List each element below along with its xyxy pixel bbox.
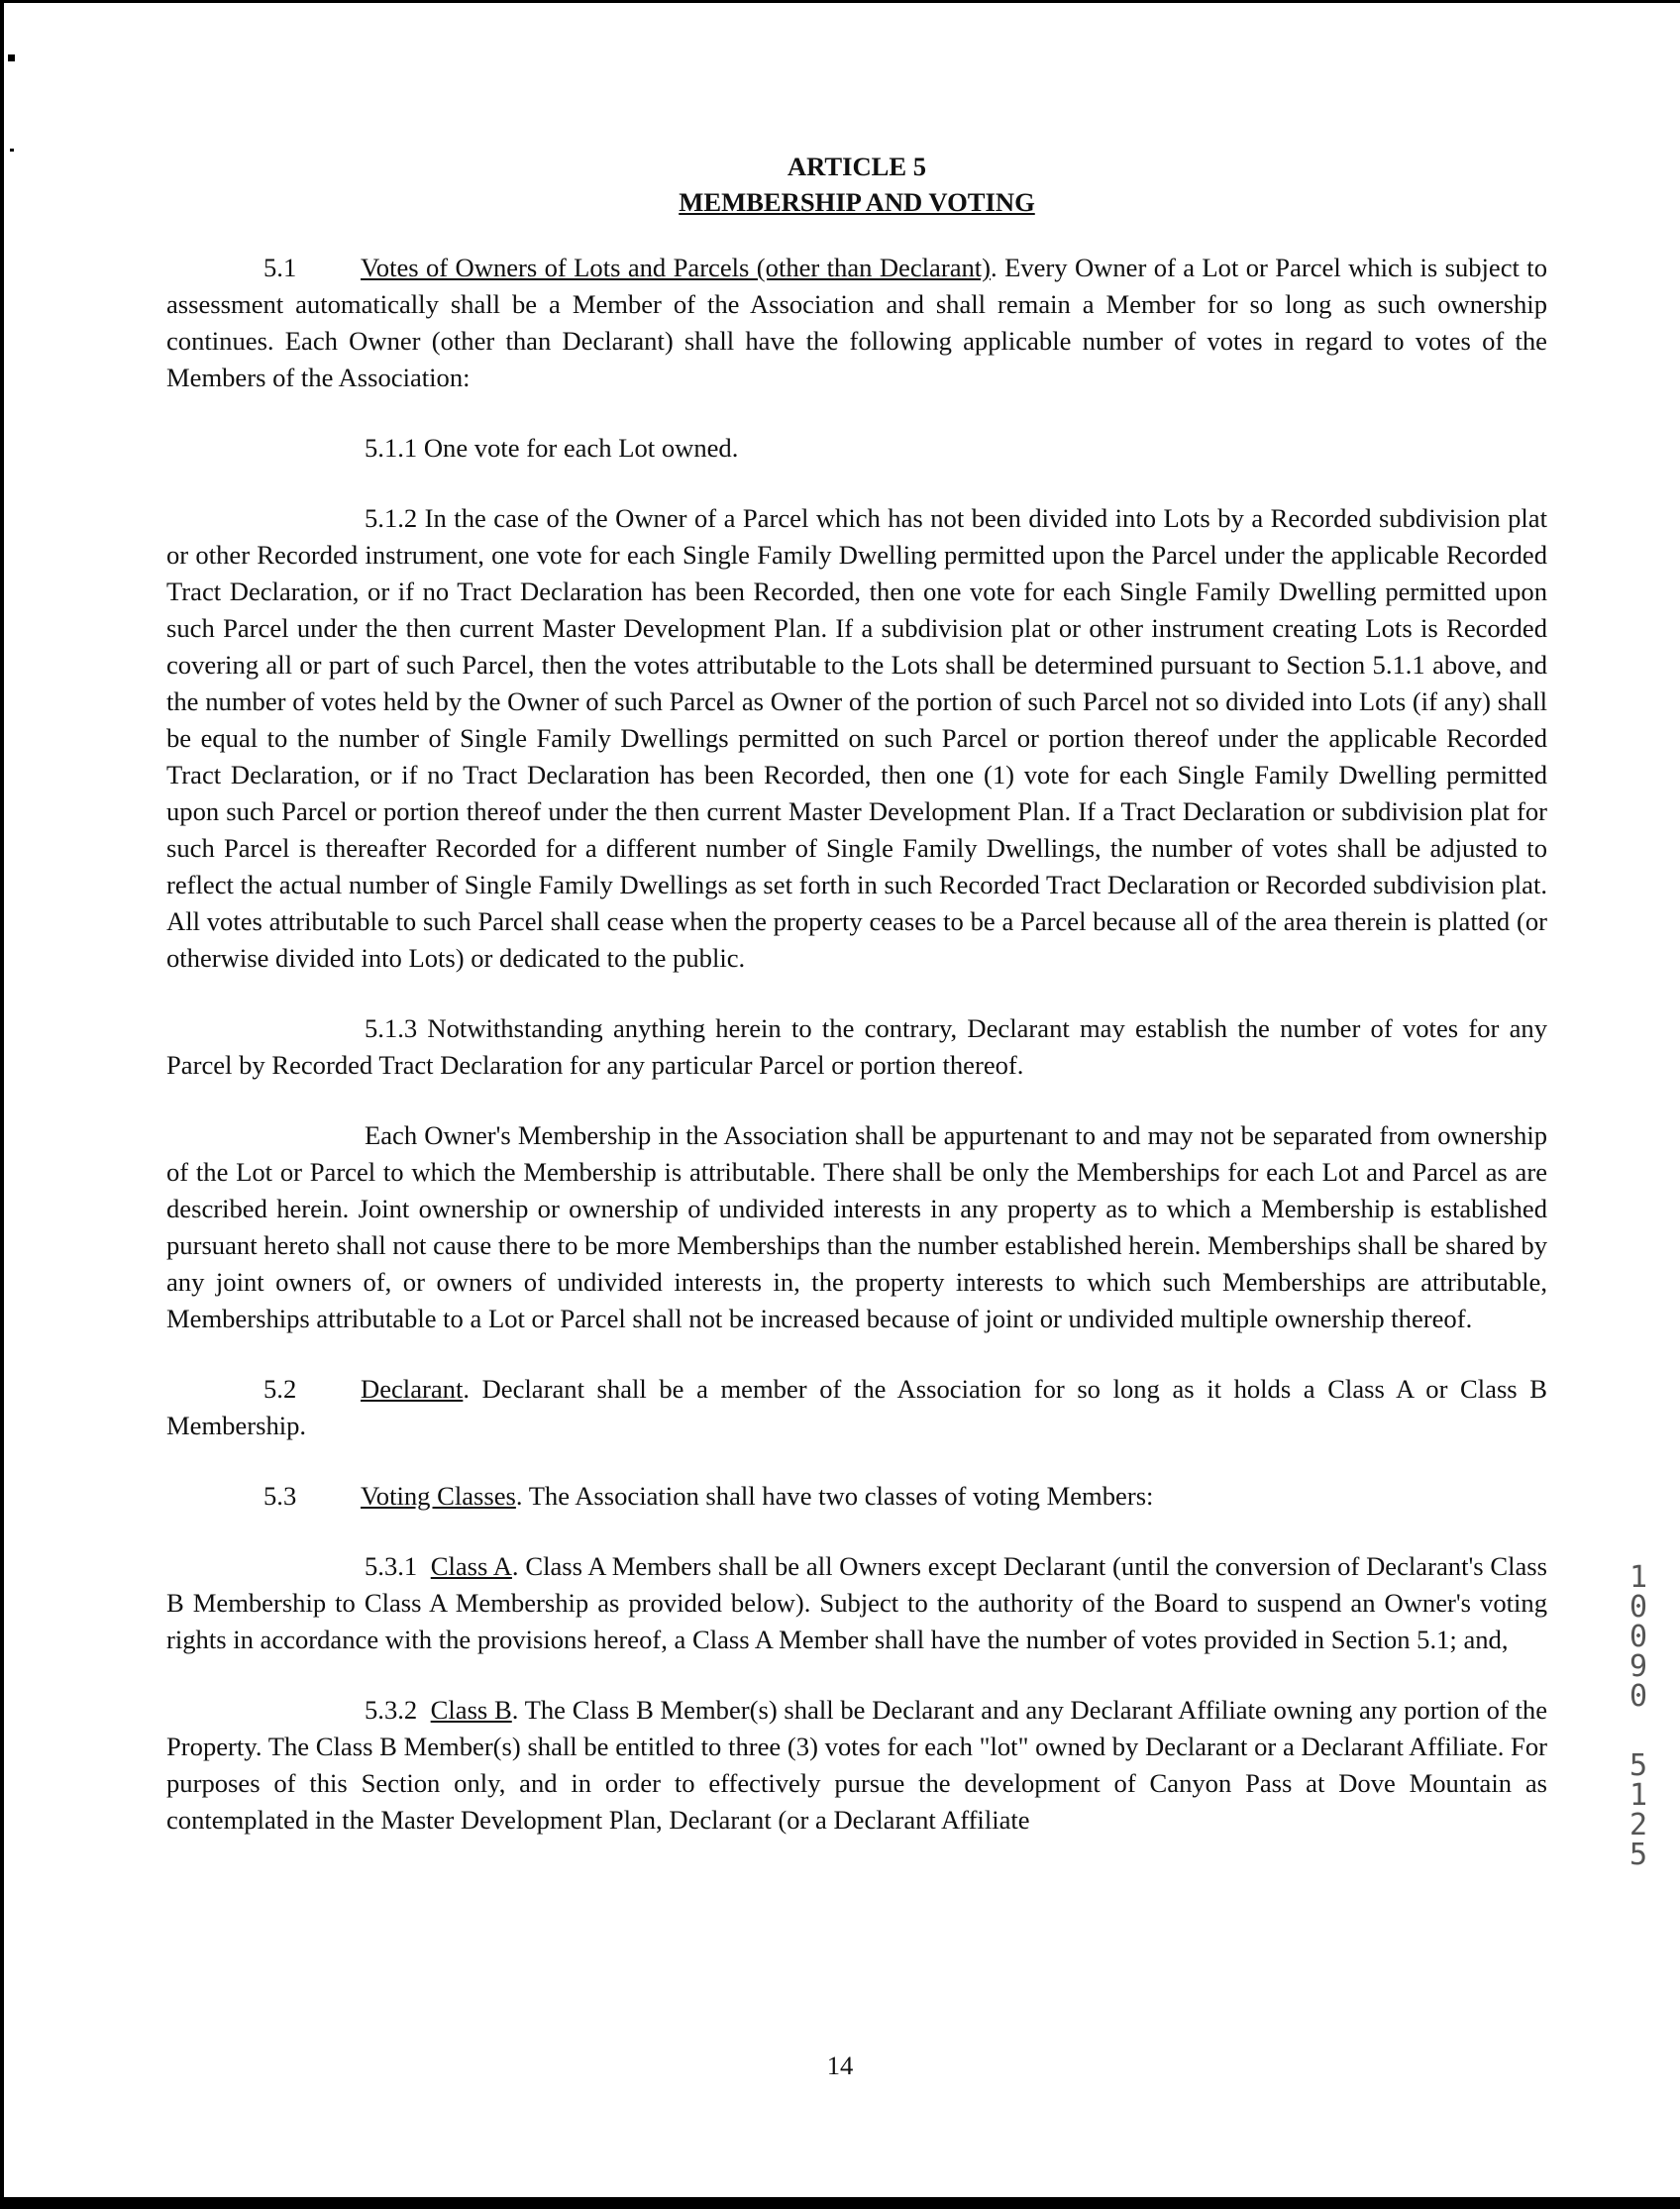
- section-title: Class B: [430, 1695, 512, 1725]
- section-text: . Declarant shall be a member of the Association for so long as it holds a Class A or Class B Membership.: [166, 1374, 1547, 1440]
- scan-speck: [8, 54, 15, 61]
- article-heading: [166, 149, 1547, 220]
- stamp-digit: 1: [1628, 1778, 1648, 1813]
- section-title: Class A: [430, 1551, 512, 1581]
- section-number: 5.3.1: [365, 1551, 418, 1581]
- stamp-digit: 0: [1628, 1590, 1648, 1625]
- section-5-1: [166, 250, 1547, 396]
- scan-border-bottom: [0, 2197, 1680, 2209]
- section-number: 5.3.2: [365, 1695, 418, 1725]
- section-text: . The Class B Member(s) shall be Declarant and any Declarant Affiliate owning any portion of the Property. The Class B Member(s) shall be entitled to three (3) votes for each "lot" owned by Declarant or a Declarant Affiliate. For purposes of this Section only, and in order to effectively pursue the development of Canyon Pass at Dove Mountain as contemplated in the Master Development Plan, Declarant (or a Declarant Affiliate: [166, 1695, 1548, 1835]
- section-number: 5.2: [263, 1374, 297, 1404]
- section-5-1-3: [166, 1010, 1547, 1084]
- section-5-3-2: [166, 1692, 1547, 1839]
- section-5-3: [166, 1478, 1547, 1515]
- section-title: Votes of Owners of Lots and Parcels (other than Declarant): [361, 253, 992, 282]
- section-5-2: [166, 1371, 1547, 1444]
- section-5-1-2: [166, 500, 1547, 977]
- document-body: [166, 149, 1547, 1839]
- section-text: 5.1.2 In the case of the Owner of a Parcel which has not been divided into Lots by a Recorded subdivision plat or other Recorded instrument, one vote for each Single Family Dwelling permitted upon the Parcel under the applicable Recorded Tract Declaration, or if no Tract Declaration has been Recorded, then one vote for each Single Family Dwelling permitted upon such Parcel under the then current Master Development Plan. If a subdivision plat or other instrument creating Lots is Recorded covering all or part of such Parcel, then the votes attributable to the Lots shall be determined pursuant to Section 5.1.1 above, and the number of votes held by the Owner of such Parcel as Owner of the portion of such Parcel not so divided into Lots (if any) shall be equal to the number of Single Family Dwellings permitted on such Parcel or portion thereof under the applicable Recorded Tract Declaration, or if no Tract Declaration has been Recorded, then one (1) vote for each Single Family Dwelling permitted upon such Parcel or portion thereof under the then current Master Development Plan. If a Tract Declaration or subdivision plat for such Parcel is thereafter Recorded for a different number of Single Family Dwellings, the number of votes shall be adjusted to reflect the actual number of Single Family Dwellings as set forth in such Recorded Tract Declaration or Recorded subdivision plat. All votes attributable to such Parcel shall cease when the property ceases to be a Parcel because all of the area therein is platted (or otherwise divided into Lots) or dedicated to the public.: [166, 503, 1547, 973]
- scan-border-left: [0, 0, 4, 2209]
- section-text: 5.1.3 Notwithstanding anything herein to the contrary, Declarant may establish the number of votes for any Parcel by Recorded Tract Declaration for any particular Parcel or portion thereof.: [166, 1013, 1547, 1080]
- stamp-digit: 0: [1628, 1679, 1648, 1714]
- section-number: 5.1: [263, 253, 297, 282]
- stamp-digit: 0: [1628, 1620, 1648, 1654]
- article-number: ARTICLE 5: [787, 152, 927, 181]
- stamp-number-top: [1628, 1560, 1648, 1714]
- section-text: . Every Owner of a Lot or Parcel which is subject to assessment automatically shall be a Member of the Association and shall remain a Member for so long as such ownership continues. Each Owner (other than Declarant) shall have the following applicable number of votes in regard to votes of the Members of the Association:: [166, 253, 1547, 392]
- stamp-digit: 5: [1628, 1748, 1648, 1783]
- stamp-number-bottom: [1628, 1748, 1648, 1872]
- section-text: 5.1.1 One vote for each Lot owned.: [365, 433, 739, 463]
- stamp-digit: 9: [1628, 1649, 1648, 1684]
- page-number: 14: [826, 2051, 854, 2080]
- membership-paragraph: [166, 1117, 1547, 1337]
- recording-stamp: [1619, 1560, 1658, 1930]
- section-number: 5.3: [263, 1481, 297, 1511]
- scan-border-top: [0, 0, 1680, 3]
- paragraph-text: Each Owner's Membership in the Association shall be appurtenant to and may not be separated from ownership of the Lot or Parcel to which the Membership is attributable. There shall be only the Memberships for each Lot and Parcel as are described herein. Joint ownership or ownership of undivided interests in any property as to which a Membership is established pursuant hereto shall not cause there to be more Memberships than the number established herein. Memberships shall be shared by any joint owners of, or owners of undivided interests in, the property interests to which such Memberships are attributable, Memberships attributable to a Lot or Parcel shall not be increased because of joint or undivided multiple ownership thereof.: [166, 1120, 1547, 1333]
- scan-speck: [10, 149, 14, 152]
- section-5-1-1: [166, 430, 1547, 467]
- section-5-3-1: [166, 1548, 1547, 1658]
- section-title: Voting Classes: [361, 1481, 516, 1511]
- section-text: . The Association shall have two classes of voting Members:: [515, 1481, 1154, 1511]
- stamp-digit: 5: [1628, 1838, 1648, 1872]
- article-title: MEMBERSHIP AND VOTING: [679, 187, 1035, 217]
- stamp-digit: 2: [1628, 1808, 1648, 1842]
- stamp-digit: 1: [1628, 1560, 1648, 1595]
- section-title: Declarant: [361, 1374, 464, 1404]
- section-text: . Class A Members shall be all Owners except Declarant (until the conversion of Declarant's Class B Membership to Class A Membership as provided below). Subject to the authority of the Board to suspend an Owner's voting rights in accordance with the provisions hereof, a Class A Member shall have the number of votes provided in Section 5.1; and,: [166, 1551, 1548, 1654]
